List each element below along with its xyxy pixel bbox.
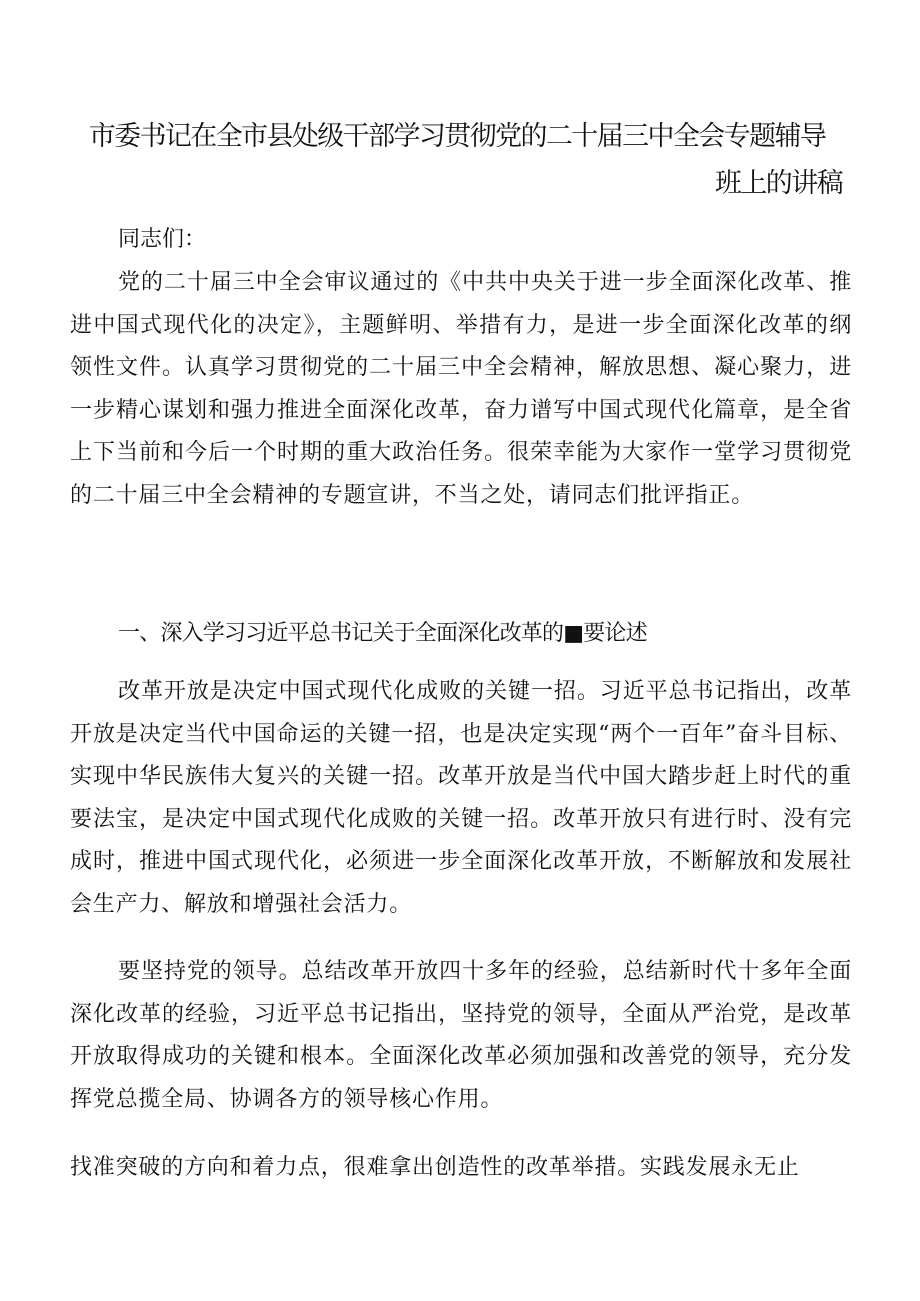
paragraph-breakthrough: 找准突破的方向和着力点，很难拿出创造性的改革举措。实践发展永无止: [70, 1155, 800, 1180]
document-title: [62, 113, 852, 207]
paragraph-intro: 党的二十届三中全会审议通过的《中共中央关于进一步全面深化改革、推进中国式现代化的决定》，主题鲜明、举措有力，是进一步全面深化改革的纲领性文件。认真学习贯彻党的二十届三中全会精神，解放思想、凝心聚力，进一步精心谋划和强力推进全面深化改革，奋力谱写中国式现代化篇章，是全省上下当前和今后一个时期的重大政治任务。很荣幸能为大家作一堂学习贯彻党的二十届三中全会精神的专题宣讲，不当之处，请同志们批评指正。: [70, 270, 852, 508]
section-heading-1: 一、深入学习习近平总书记关于全面深化改革的■要论述: [118, 621, 647, 646]
salutation: 同志们：: [118, 227, 207, 252]
paragraph-party-leadership: 要坚持党的领导。总结改革开放四十多年的经验，总结新时代十多年全面深化改革的经验，习近平总书记指出，坚持党的领导，全面从严治党，是改革开放取得成功的关键和根本。全面深化改革必须加强和改善党的领导，充分发挥党总揽全局、协调各方的领导核心作用。: [70, 959, 852, 1112]
title-line-1: 市委书记在全市县处级干部学习贯彻党的二十届三中全会专题辅导: [88, 121, 826, 152]
title-line-2: 班上的讲稿: [715, 168, 842, 199]
paragraph-reform-opening: 改革开放是决定中国式现代化成败的关键一招。习近平总书记指出，改革开放是决定当代中国命运的关键一招，也是决定实现“两个一百年”奋斗目标、实现中华民族伟大复兴的关键一招。改革开放是当代中国大踏步赶上时代的重要法宝，是决定中国式现代化成败的关键一招。改革开放只有进行时、没有完成时，推进中国式现代化，必须进一步全面深化改革开放，不断解放和发展社会生产力、解放和增强社会活力。: [70, 679, 852, 917]
